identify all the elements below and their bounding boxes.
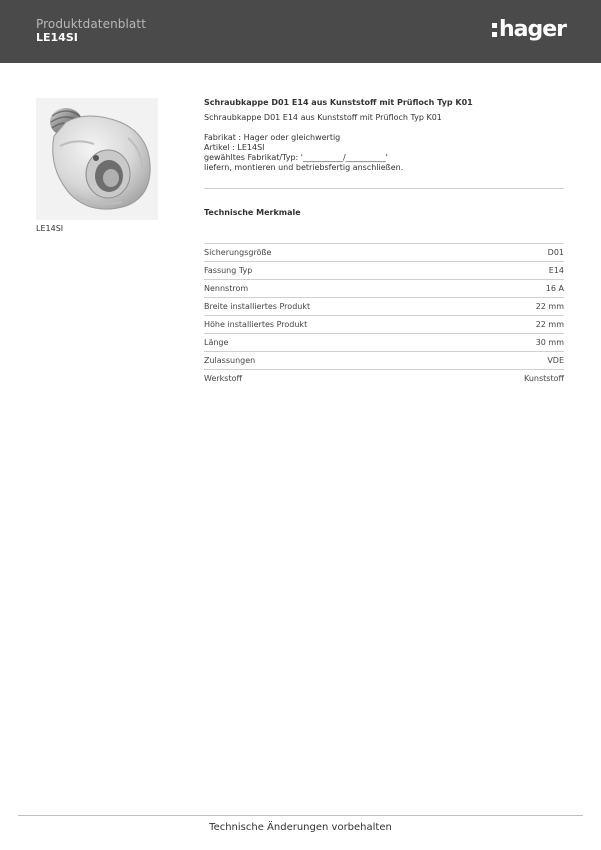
product-description bbox=[204, 98, 564, 217]
document-code: LE14SI bbox=[36, 31, 78, 44]
feature-value: VDE bbox=[547, 356, 564, 365]
feature-label: Höhe installiertes Produkt bbox=[204, 320, 308, 329]
product-image bbox=[36, 98, 158, 220]
footer-divider bbox=[18, 815, 583, 816]
feature-value: Kunststoff bbox=[523, 374, 564, 383]
table-row bbox=[204, 280, 564, 298]
image-caption: LE14SI bbox=[36, 224, 64, 233]
tender-text bbox=[204, 133, 564, 173]
feature-value: 30 mm bbox=[535, 338, 564, 347]
section-divider bbox=[204, 188, 564, 189]
product-title: Schraubkappe D01 E14 aus Kunststoff mit Prüfloch Typ K01 bbox=[204, 98, 473, 107]
product-subtitle: Schraubkappe D01 E14 aus Kunststoff mit Prüfloch Typ K01 bbox=[204, 113, 442, 122]
feature-label: Zulassungen bbox=[204, 356, 256, 365]
page-header bbox=[0, 0, 601, 63]
feature-label: Werkstoff bbox=[204, 374, 242, 383]
table-row bbox=[204, 244, 564, 262]
feature-value: D01 bbox=[547, 248, 564, 257]
document-type: Produktdatenblatt bbox=[36, 17, 146, 31]
table-row bbox=[204, 334, 564, 352]
table-row bbox=[204, 370, 564, 387]
tender-line: liefern, montieren und betriebsfertig anschließen. bbox=[204, 163, 404, 172]
footer-note: Technische Änderungen vorbehalten bbox=[209, 822, 392, 833]
feature-label: Breite installiertes Produkt bbox=[204, 302, 311, 311]
tender-line: Artikel : LE14SI bbox=[204, 143, 265, 152]
table-row bbox=[204, 352, 564, 370]
feature-value: 22 mm bbox=[535, 302, 564, 311]
feature-value: 22 mm bbox=[535, 320, 564, 329]
table-row bbox=[204, 298, 564, 316]
table-row bbox=[204, 262, 564, 280]
feature-value: 16 A bbox=[545, 284, 564, 293]
features-table bbox=[204, 243, 564, 387]
tender-line: gewähltes Fabrikat/Typ: '__________/__________' bbox=[204, 153, 388, 162]
table-row bbox=[204, 316, 564, 334]
tender-line: Fabrikat : Hager oder gleichwertig bbox=[204, 133, 341, 142]
logo-dots-icon bbox=[492, 23, 497, 37]
hager-logo bbox=[492, 16, 566, 44]
feature-label: Länge bbox=[204, 338, 229, 347]
screw-cap-icon bbox=[36, 98, 158, 220]
logo-wordmark: hager bbox=[499, 17, 567, 42]
section-title-technical: Technische Merkmale bbox=[204, 208, 301, 217]
feature-label: Fassung Typ bbox=[204, 266, 253, 275]
feature-value: E14 bbox=[548, 266, 564, 275]
feature-label: Sicherungsgröße bbox=[204, 248, 272, 257]
feature-label: Nennstrom bbox=[204, 284, 249, 293]
